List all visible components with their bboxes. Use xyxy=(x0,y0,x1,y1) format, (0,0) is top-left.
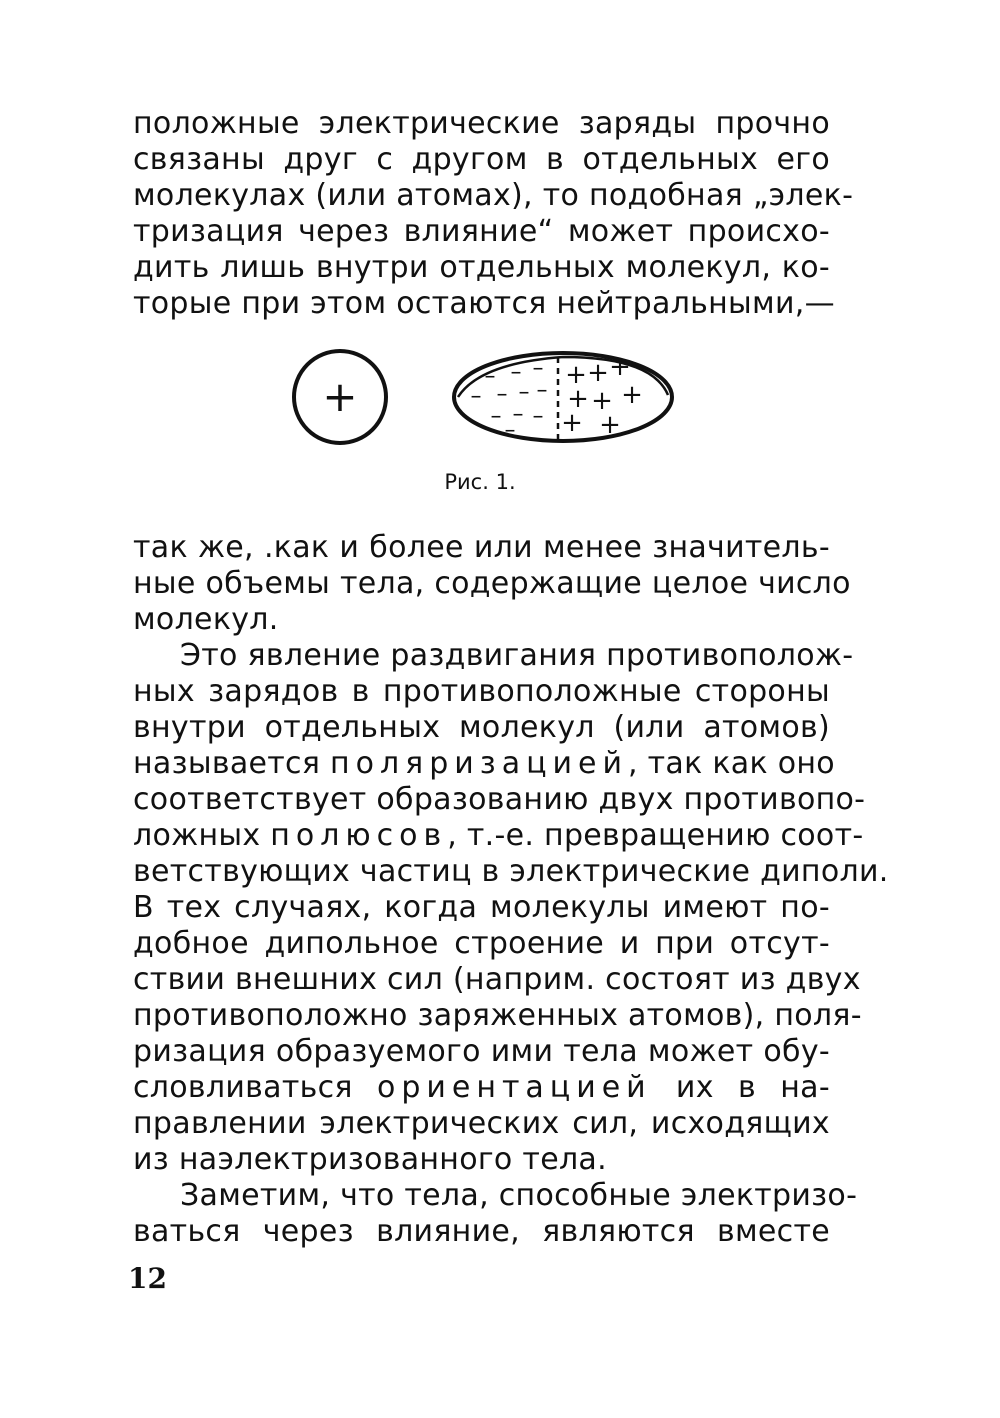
text-segment: , так как оно xyxy=(627,746,835,781)
minus-sign: – xyxy=(532,356,544,381)
text-line: молекулах (или атомах), то подобная „элек- xyxy=(133,178,854,213)
plus-sign: + xyxy=(587,358,609,388)
text-line: добное дипольное строение и при отсут- xyxy=(133,926,830,961)
text-line: положные электрические заряды прочно xyxy=(133,106,830,141)
emphasized-term-polarization: поляризацией xyxy=(330,746,628,781)
minus-sign: – xyxy=(532,404,544,429)
text-line: противоположно заряженных атомов), поля- xyxy=(133,998,862,1033)
plus-sign: + xyxy=(591,386,613,416)
text-line xyxy=(133,1070,830,1106)
figure-1-illustration xyxy=(280,345,680,455)
text-line: тризация через влияние“ может происхо- xyxy=(133,214,830,249)
text-segment: ложных xyxy=(133,818,271,853)
text-line: ных зарядов в противоположные стороны xyxy=(133,674,830,709)
plus-sign: + xyxy=(561,408,583,438)
text-line: ветствующих частиц в электрические диполи. xyxy=(133,854,889,889)
text-line: правлении электрических сил, исходящих xyxy=(133,1106,830,1141)
plus-sign: + xyxy=(599,410,621,440)
text-line xyxy=(133,746,835,782)
minus-sign: – xyxy=(490,404,502,429)
minus-sign: – xyxy=(536,378,548,403)
minus-sign: – xyxy=(512,402,524,427)
emphasized-term-poles: полюсов xyxy=(270,818,448,853)
minus-sign: – xyxy=(484,364,496,389)
minus-sign: – xyxy=(504,418,516,443)
plus-sign: + xyxy=(621,380,643,410)
text-line: так же, .как и более или менее значитель- xyxy=(133,530,830,565)
text-line: торые при этом остаются нейтральными,— xyxy=(133,286,835,321)
emphasized-term-orientation: ориентацией xyxy=(376,1070,652,1105)
text-line: соответствует образованию двух противопо- xyxy=(133,782,866,817)
figure-caption: Рис. 1. xyxy=(444,470,516,494)
text-segment: их в на- xyxy=(651,1070,830,1105)
minus-sign: – xyxy=(518,380,530,405)
polarized-body xyxy=(454,352,672,443)
text-line: дить лишь внутри отдельных молекул, ко- xyxy=(133,250,830,285)
minus-sign: – xyxy=(470,384,482,409)
plus-sign: + xyxy=(609,352,631,382)
text-line: молекул. xyxy=(133,602,279,637)
plus-sign: + xyxy=(567,384,589,414)
text-line: Заметим, что тела, способные электризо- xyxy=(180,1178,858,1213)
plus-sign: + xyxy=(565,360,587,390)
plus-charges xyxy=(561,352,643,440)
plus-sign: + xyxy=(322,372,358,421)
text-segment: словливаться xyxy=(133,1070,377,1105)
text-segment: , т.-е. превращению соот- xyxy=(447,818,864,853)
minus-sign: – xyxy=(510,360,522,385)
page-number: 12 xyxy=(128,1262,167,1295)
text-line: из наэлектризованного тела. xyxy=(133,1142,607,1177)
text-line: ствии внешних сил (наприм. состоят из двух xyxy=(133,962,861,997)
text-line: ные объемы тела, содержащие целое число xyxy=(133,566,851,601)
text-line: связаны друг с другом в отдельных его xyxy=(133,142,830,177)
text-line: ризация образуемого ими тела может обу- xyxy=(133,1034,830,1069)
text-line: внутри отдельных молекул (или атомов) xyxy=(133,710,830,745)
text-line: В тех случаях, когда молекулы имеют по- xyxy=(133,890,830,925)
text-segment: называется xyxy=(133,746,331,781)
minus-sign: – xyxy=(496,382,508,407)
text-line: ваться через влияние, являются вместе xyxy=(133,1214,830,1249)
neutral-molecule xyxy=(294,351,386,443)
text-line xyxy=(133,818,864,854)
text-line: Это явление раздвигания противополож- xyxy=(180,638,854,673)
